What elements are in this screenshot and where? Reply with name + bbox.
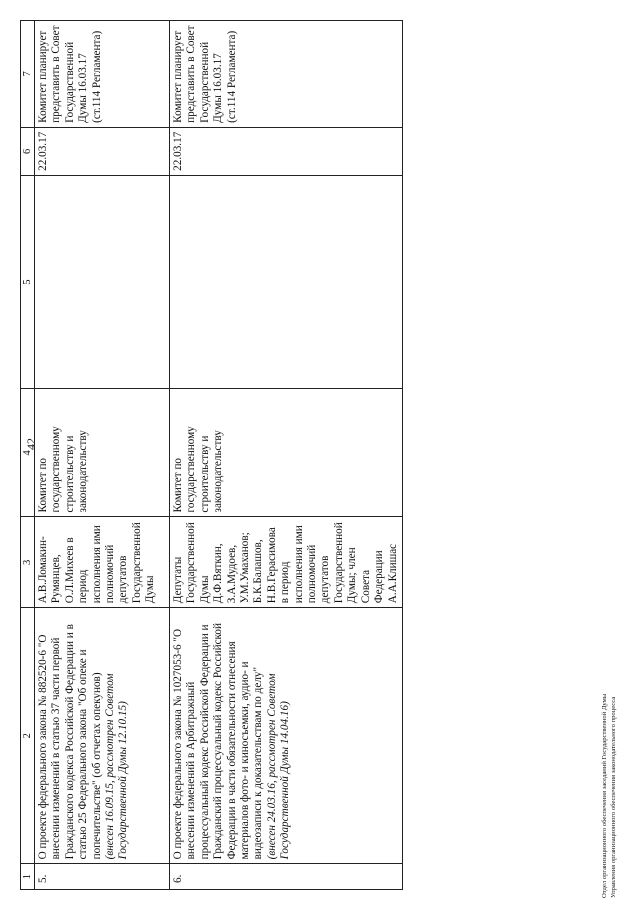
empty-cell xyxy=(170,175,403,389)
footer xyxy=(600,598,618,898)
column-header: 3 xyxy=(21,517,35,608)
bill-note: (внесен 16.09.15, рассмотрен Советом Государственной Думы 12.10.15) xyxy=(104,673,130,860)
note-cell: Комитет планирует представить в Совет Государственной Думы 16.03.17 (ст.114 Регламента) xyxy=(35,21,170,128)
authors-cell: А.В.Ломакин-Румянцев, О.Л.Михеев в период исполнения ими полномочий депутатов Государственной Думы xyxy=(35,517,170,608)
column-header: 6 xyxy=(21,127,35,175)
note-cell: Комитет планирует представить в Совет Государственной Думы 16.03.17 (ст.114 Регламента) xyxy=(170,21,403,128)
date-cell: 22.03.17 xyxy=(170,127,403,175)
empty-cell xyxy=(35,175,170,389)
authors-cell: Депутаты Государственной Думы Д.Ф.Вяткин, З.А.Мудоев, У.М.Умаханов; Б.К.Балашов, Н.В.Герасимова в период исполнения ими полномочий депутатов Государственной Думы; член Совета Федерации А.А.Клишас xyxy=(170,517,403,608)
bill-note: (внесен 24.03.16, рассмотрен Советом Государственной Думы 14.04.16) xyxy=(265,673,292,860)
row-number: 5. xyxy=(35,864,170,890)
table-header-row xyxy=(21,21,35,890)
row-number: 6. xyxy=(170,864,403,890)
footer-line: Отдел организационного обеспечения заседаний Государственной Думы xyxy=(601,693,608,898)
committee-cell: Комитет по государственному строительству и законодательству xyxy=(170,389,403,517)
committee-cell: Комитет по государственному строительству и законодательству xyxy=(35,389,170,517)
column-header: 1 xyxy=(21,864,35,890)
column-header: 5 xyxy=(21,175,35,389)
date-cell: 22.03.17 xyxy=(35,127,170,175)
bill-title: О проекте федерального закона № 882520-6 "О внесении изменений в статью 37 части первой Гражданского кодекса Российской Федерации и в статью 25 Федерального закона "Об опеке и попечительстве" (об отчетах опекунов) xyxy=(37,624,103,860)
table-row xyxy=(170,21,403,890)
bills-table-container xyxy=(20,20,595,890)
bills-table xyxy=(20,20,403,890)
table-row xyxy=(35,21,170,890)
column-header: 7 xyxy=(21,21,35,128)
column-header: 4 xyxy=(21,389,35,517)
bill-title: О проекте федерального закона № 1027053-6 "О внесении изменений в Арбитражный процессуальный кодекс Российской Федерации и Гражданский процессуальный кодекс Российской Федерации в части обязательности отнесения материалов фото- и киносъемки, аудио- и видеозаписи к доказательствам по делу" xyxy=(172,623,265,860)
footer-line: Управления организационного обеспечения законодательного процесса xyxy=(610,696,617,898)
column-header: 2 xyxy=(21,608,35,864)
bill-cell xyxy=(35,608,170,864)
bill-cell xyxy=(170,608,403,864)
page-number: 42 xyxy=(24,438,38,450)
